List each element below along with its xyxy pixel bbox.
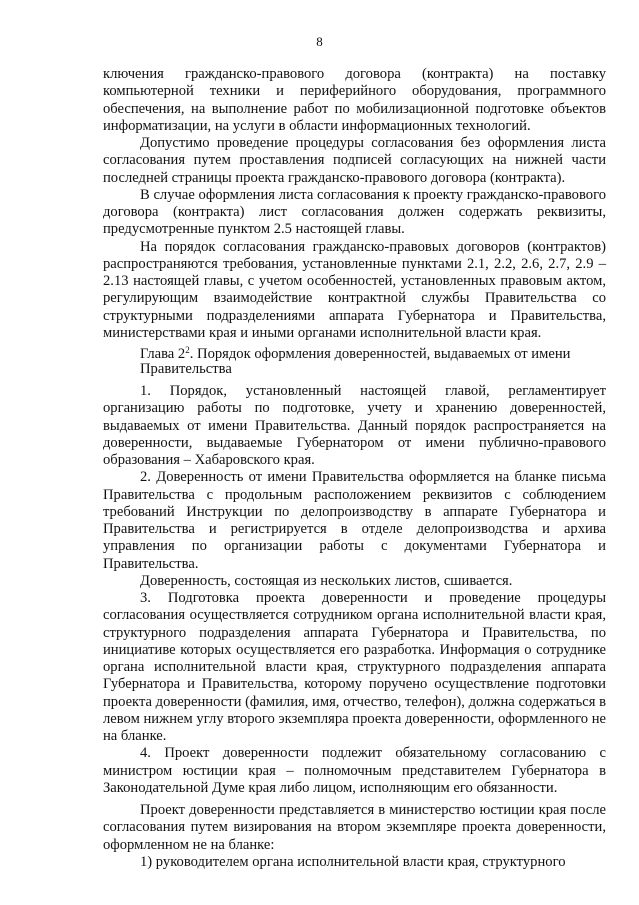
paragraph-approval-sheet-requisites: В случае оформления листа согласования к проекту гражданско-правового договора (контракта) лист согласования должен содержать реквизиты, предусмотренные пунктом 2.5 настоящей главы. bbox=[103, 186, 606, 238]
paragraph-approval-without-sheet: Допустимо проведение процедуры согласования без оформления листа согласования путем проставления подписей согласующих на нижней части последней страницы проекта гражданско-правового договора (контракта). bbox=[103, 135, 606, 186]
paragraph-item-3: 3. Подготовка проекта доверенности и проведение процедуры согласования осуществляется сотрудником органа исполнительной власти края, структурного подразделения аппарата Губернатора и Правительства, по инициативе которых осуществляется его разработка. Информация о сотруднике органа исполнительной власти края, структурного подразделения аппарата Губернатора и Правительства, которому поручено осуществление подготовки проекта доверенности (фамилия, имя, отчество, телефон), должна содержаться в левом нижнем углу второго экземпляра проекта доверенности, оформленного не на бланке. bbox=[103, 590, 606, 744]
paragraph-item-4: 4. Проект доверенности подлежит обязательному согласованию с министром юстиции края – полномочным представителем Губернатора в Законодательной Думе края либо лицом, исполняющим его обязанности. bbox=[103, 745, 606, 796]
paragraph-submission: Проект доверенности представляется в министерство юстиции края после согласования путем визирования на втором экземпляре проекта доверенности, оформленном не на бланке: bbox=[103, 802, 606, 853]
paragraph-stitching: Доверенность, состоящая из нескольких листов, сшивается. bbox=[140, 572, 513, 589]
document-body bbox=[103, 66, 606, 871]
list-item-1: 1) руководителем органа исполнительной власти края, структурного bbox=[140, 853, 566, 870]
paragraph-item-2: 2. Доверенность от имени Правительства оформляется на бланке письма Правительства с продольным расположением реквизитов с соблюдением требований Инструкции по делопроизводству в аппарате Губернатора и Правительства и регистрируется в отделе делопроизводства и архива управления по организации работы с документами Губернатора и Правительства. bbox=[103, 469, 606, 572]
page-number: 8 bbox=[316, 34, 323, 49]
paragraph-continuation: ключения гражданско-правового договора (контракта) на поставку компьютерной техники и периферийного оборудования, программного обеспечения, на выполнение работ по мобилизационной подготовке объектов информатизации, на услуги в области информационных технологий. bbox=[103, 66, 606, 134]
chapter-prefix: Глава 2 bbox=[140, 346, 186, 362]
chapter-heading bbox=[103, 347, 606, 377]
paragraph-item-1: 1. Порядок, установленный настоящей главой, регламентирует организацию работы по подготовке, учету и хранению доверенностей, выдаваемых от имени Правительства. Данный порядок распространяется на доверенности, выдаваемые Губернатором от имени публично-правового образования – Хабаровского края. bbox=[103, 383, 606, 468]
chapter-title: . Порядок оформления доверенностей, выдаваемых от имени Правительства bbox=[140, 346, 571, 377]
chapter-superscript: 2 bbox=[185, 345, 190, 355]
paragraph-approval-requirements: На порядок согласования гражданско-правовых договоров (контрактов) распространяются требования, установленные пунктами 2.1, 2.2, 2.6, 2.7, 2.9 – 2.13 настоящей главы, с учетом особенностей, установленных правовым актом, регулирующим взаимодействие контрактной службы Правительства со структурными подразделениями аппарата Губернатора и Правительства, министерствами края и иными органами исполнительной власти края. bbox=[103, 238, 606, 341]
